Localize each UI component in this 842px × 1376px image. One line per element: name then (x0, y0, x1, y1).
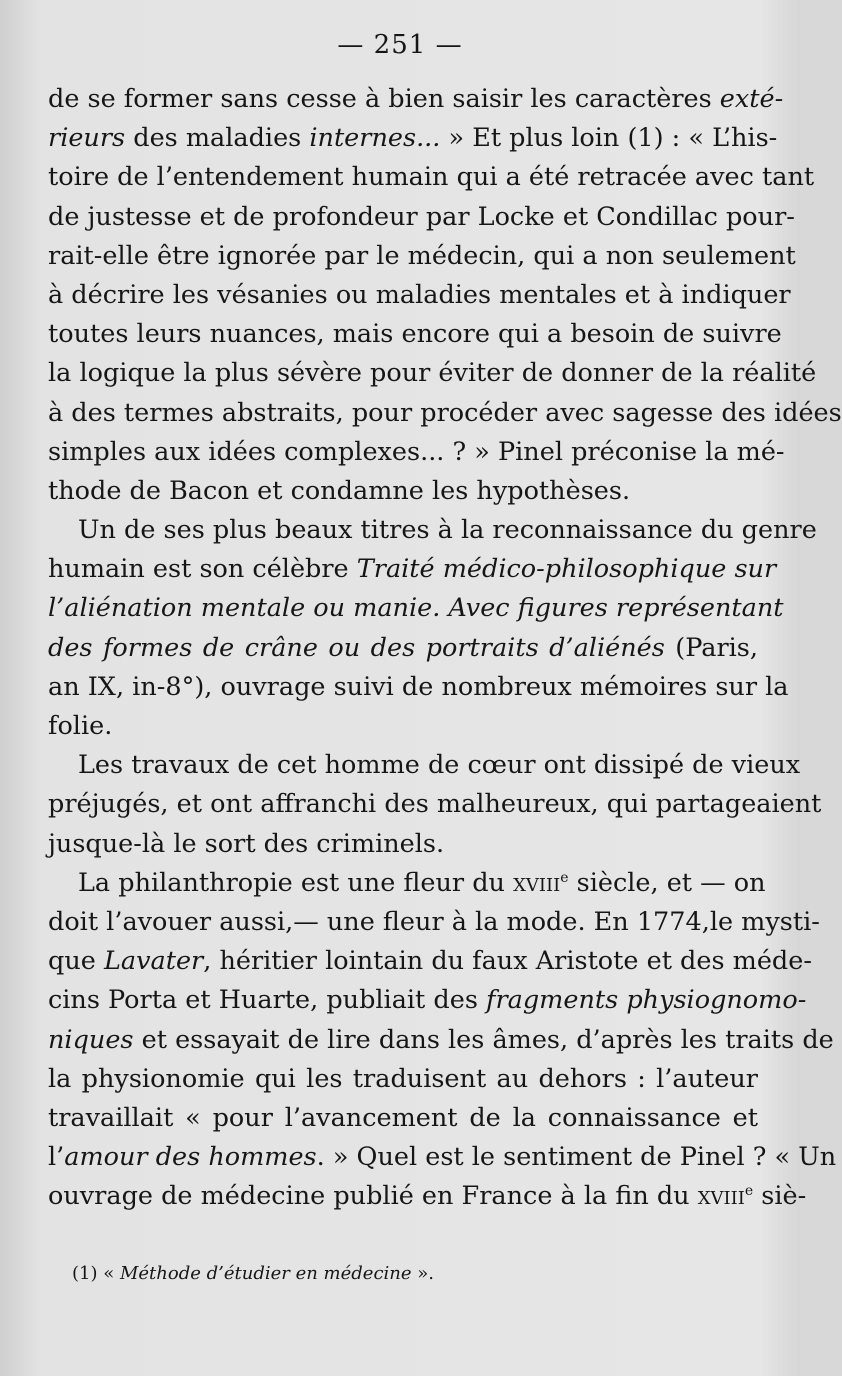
text-segment: à des termes abstraits, pour procéder avec sagesse des idées (48, 397, 842, 428)
text-line (48, 511, 817, 550)
text-line (48, 668, 789, 707)
text-segment: Les travaux de cet homme de cœur ont dissipé de vieux (78, 750, 801, 781)
text-segment: la logique la plus sévère pour éviter de donner de la réalité (48, 358, 817, 389)
text-segment: jusque-là le sort des criminels. (48, 828, 445, 859)
text-segment: cins Porta et Huarte, publiait des (48, 985, 487, 1016)
text-line (48, 237, 796, 276)
italic-text: Lavater (103, 946, 204, 977)
superscript: e (744, 1183, 754, 1200)
text-segment: simples aux idées complexes... ? » Pinel préconise la mé- (48, 436, 785, 467)
text-segment: ». (411, 1263, 434, 1284)
text-segment: (Paris, (664, 632, 758, 663)
page-number: — 251 — (337, 30, 463, 60)
body-text (48, 80, 842, 1216)
italic-text: amour des hommes (64, 1142, 317, 1173)
text-line (48, 1060, 758, 1099)
text-segment: folie. (48, 711, 113, 741)
text-segment: toutes leurs nuances, mais encore qui a besoin de suivre (48, 319, 782, 350)
text-line (48, 785, 822, 824)
text-line (48, 158, 815, 197)
text-segment: » Et plus loin (1) : « L’his- (440, 123, 778, 154)
text-segment: siècle, et — on (568, 867, 766, 898)
text-line (48, 198, 795, 237)
text-line (48, 315, 782, 354)
italic-text: internes... (309, 123, 441, 154)
text-segment: ouvrage de médecine publié en France à la fin du (48, 1181, 698, 1212)
text-segment: doit l’avouer aussi,— une fleur à la mode. En 1774,le mysti- (48, 906, 820, 937)
text-segment: rait-elle être ignorée par le médecin, qui a non seulement (48, 240, 796, 271)
footnote (72, 1263, 434, 1284)
italic-text: Traité médico-philosophique sur (356, 554, 777, 585)
text-line (48, 1177, 807, 1216)
text-line (48, 903, 820, 942)
text-line (48, 1099, 758, 1138)
italic-text: des formes de crâne ou des portraits d’aliénés (48, 632, 665, 663)
text-segment: humain est son célèbre (48, 554, 357, 585)
text-line (48, 472, 758, 511)
text-segment: travaillait « pour l’avancement de la connaissance et (48, 1102, 758, 1133)
text-line (48, 629, 758, 668)
text-line (48, 942, 812, 981)
small-caps-text: xviii (513, 867, 561, 898)
text-segment: toire de l’entendement humain qui a été retracée avec tant (48, 162, 815, 193)
text-segment: an IX, in-8°), ouvrage suivi de nombreux mémoires sur la (48, 671, 789, 702)
text-segment: La philanthropie est une fleur du (78, 867, 514, 898)
text-line (48, 981, 807, 1020)
text-line (48, 433, 785, 472)
text-segment: des maladies (125, 123, 310, 154)
text-segment: et essayait de lire dans les âmes, d’après les traits de (133, 1024, 834, 1055)
text-line (48, 80, 784, 119)
text-segment: à décrire les vésanies ou maladies mentales et à indiquer (48, 279, 791, 310)
text-line (48, 394, 842, 433)
text-segment: Un de ses plus beaux titres à la reconnaissance du genre (78, 515, 817, 546)
text-line (48, 589, 784, 628)
text-line (48, 864, 766, 903)
text-line (48, 825, 758, 864)
text-segment: de se former sans cesse à bien saisir les caractères (48, 84, 720, 114)
text-segment: de justesse et de profondeur par Locke et Condillac pour- (48, 201, 795, 232)
superscript: e (560, 869, 569, 886)
text-segment: la physionomie qui les traduisent au dehors : l’auteur (48, 1063, 758, 1094)
text-line (48, 1021, 834, 1060)
text-segment: l’ (48, 1142, 65, 1173)
text-segment: que (48, 946, 104, 977)
italic-text: l’aliénation mentale ou manie. Avec figures représentant (48, 593, 784, 624)
italic-text: Méthode d’étudier en médecine (119, 1263, 412, 1284)
text-line (48, 707, 758, 746)
text-segment: préjugés, et ont affranchi des malheureux, qui partageaient (48, 789, 822, 820)
text-line (48, 550, 777, 589)
text-line (48, 276, 791, 315)
text-line (48, 119, 778, 158)
text-segment: siè- (753, 1181, 807, 1212)
text-segment: , héritier lointain du faux Aristote et des méde- (203, 946, 812, 977)
italic-text: niques (48, 1024, 134, 1055)
text-segment: (1) « (72, 1263, 120, 1284)
italic-text: fragments physiognomo- (486, 985, 807, 1016)
text-line (48, 1138, 837, 1177)
text-line (48, 354, 817, 393)
small-caps-text: xviii (697, 1181, 745, 1212)
text-segment: . » Quel est le sentiment de Pinel ? « Un (316, 1142, 837, 1173)
text-line (48, 746, 801, 785)
italic-text: rieurs (48, 123, 126, 154)
text-segment: thode de Bacon et condamne les hypothèses. (48, 475, 631, 506)
italic-text: exté- (719, 84, 784, 114)
